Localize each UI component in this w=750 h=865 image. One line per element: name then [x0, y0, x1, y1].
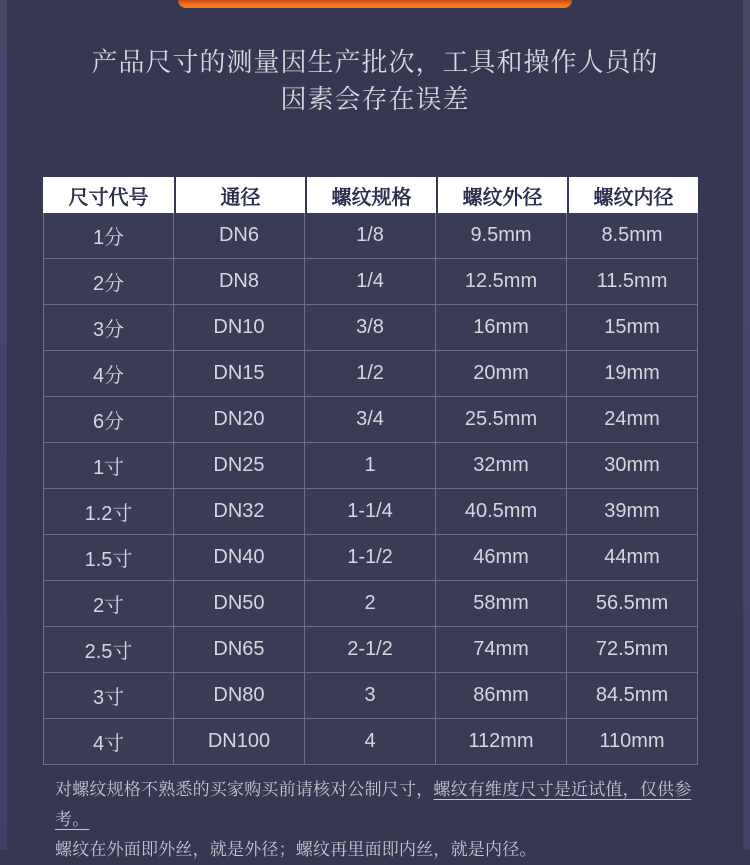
table-cell: 3 [305, 673, 436, 719]
table-cell: 6分 [43, 397, 174, 443]
table-cell: 32mm [436, 443, 567, 489]
table-cell: 4 [305, 719, 436, 765]
table-cell: 9.5mm [436, 213, 567, 259]
table-cell: 84.5mm [567, 673, 698, 719]
footnote [55, 775, 710, 865]
table-cell: 39mm [567, 489, 698, 535]
table-cell: 1/4 [305, 259, 436, 305]
table-cell: 24mm [567, 397, 698, 443]
table-cell: 1/2 [305, 351, 436, 397]
header-nominal-diameter: 通径 [174, 177, 305, 213]
table-cell: 20mm [436, 351, 567, 397]
table-row [43, 305, 698, 351]
table-cell: 3/4 [305, 397, 436, 443]
table-cell: DN80 [174, 673, 305, 719]
table-row [43, 673, 698, 719]
table-cell: DN15 [174, 351, 305, 397]
table-cell: 25.5mm [436, 397, 567, 443]
orange-accent-tab [178, 0, 572, 8]
table-row [43, 581, 698, 627]
page-left-edge-shade [0, 0, 7, 850]
table-cell: 46mm [436, 535, 567, 581]
table-cell: 74mm [436, 627, 567, 673]
table-cell: DN20 [174, 397, 305, 443]
table-cell: 2-1/2 [305, 627, 436, 673]
table-cell: DN25 [174, 443, 305, 489]
table-cell: DN32 [174, 489, 305, 535]
table-cell: 4分 [43, 351, 174, 397]
table-row [43, 489, 698, 535]
table-cell: 1-1/2 [305, 535, 436, 581]
table-row [43, 351, 698, 397]
table-cell: 1分 [43, 213, 174, 259]
footnote-line1-underlined: 螺纹有维度尺寸是近试值，仅供参考。 [55, 780, 692, 829]
table-row [43, 719, 698, 765]
footnote-line1-prefix: 对螺纹规格不熟悉的买家购买前请核对公制尺寸， [55, 780, 434, 799]
table-cell: 112mm [436, 719, 567, 765]
table-cell: 58mm [436, 581, 567, 627]
page-title-line2: 因素会存在误差 [280, 84, 470, 114]
table-cell: 72.5mm [567, 627, 698, 673]
table-cell: 40.5mm [436, 489, 567, 535]
table-row [43, 627, 698, 673]
table-row [43, 535, 698, 581]
header-thread-spec: 螺纹规格 [305, 177, 436, 213]
table-cell: DN65 [174, 627, 305, 673]
page-title [0, 44, 750, 118]
footnote-line1 [55, 775, 710, 835]
table-cell: 56.5mm [567, 581, 698, 627]
table-cell: 3寸 [43, 673, 174, 719]
table-cell: 2.5寸 [43, 627, 174, 673]
header-size-code: 尺寸代号 [68, 186, 149, 209]
table-cell: DN8 [174, 259, 305, 305]
header-inner-diameter: 螺纹内径 [567, 177, 698, 213]
header-outer-diameter: 螺纹外径 [436, 177, 567, 213]
table-cell: 1/8 [305, 213, 436, 259]
table-cell: 4寸 [43, 719, 174, 765]
page-title-line1: 产品尺寸的测量因生产批次，工具和操作人员的 [91, 47, 659, 77]
table-row [43, 259, 698, 305]
table-cell: 1.5寸 [43, 535, 174, 581]
table-cell: 12.5mm [436, 259, 567, 305]
table-cell: 2寸 [43, 581, 174, 627]
thread-size-spec-table [43, 177, 698, 765]
table-cell: DN100 [174, 719, 305, 765]
table-cell: 16mm [436, 305, 567, 351]
table-cell: 8.5mm [567, 213, 698, 259]
table-cell: 110mm [567, 719, 698, 765]
table-cell: 86mm [436, 673, 567, 719]
table-cell: DN50 [174, 581, 305, 627]
table-cell: DN10 [174, 305, 305, 351]
table-cell: 15mm [567, 305, 698, 351]
table-row [43, 443, 698, 489]
table-row [43, 397, 698, 443]
table-body [43, 213, 698, 765]
table-cell: 44mm [567, 535, 698, 581]
table-cell: 3分 [43, 305, 174, 351]
footnote-line2: 螺纹在外面即外丝，就是外径；螺纹再里面即内丝，就是内径。 [55, 840, 537, 859]
table-header-row [43, 177, 698, 213]
table-cell: 2 [305, 581, 436, 627]
page-right-edge-shade [743, 0, 750, 850]
table-cell: 1.2寸 [43, 489, 174, 535]
table-cell: 1寸 [43, 443, 174, 489]
table-cell: DN6 [174, 213, 305, 259]
table-cell: 11.5mm [567, 259, 698, 305]
table-cell: 19mm [567, 351, 698, 397]
table-row [43, 213, 698, 259]
table-cell: 3/8 [305, 305, 436, 351]
table-cell: 1-1/4 [305, 489, 436, 535]
table-cell: 1 [305, 443, 436, 489]
table-cell: 2分 [43, 259, 174, 305]
table-cell: 30mm [567, 443, 698, 489]
table-cell: DN40 [174, 535, 305, 581]
